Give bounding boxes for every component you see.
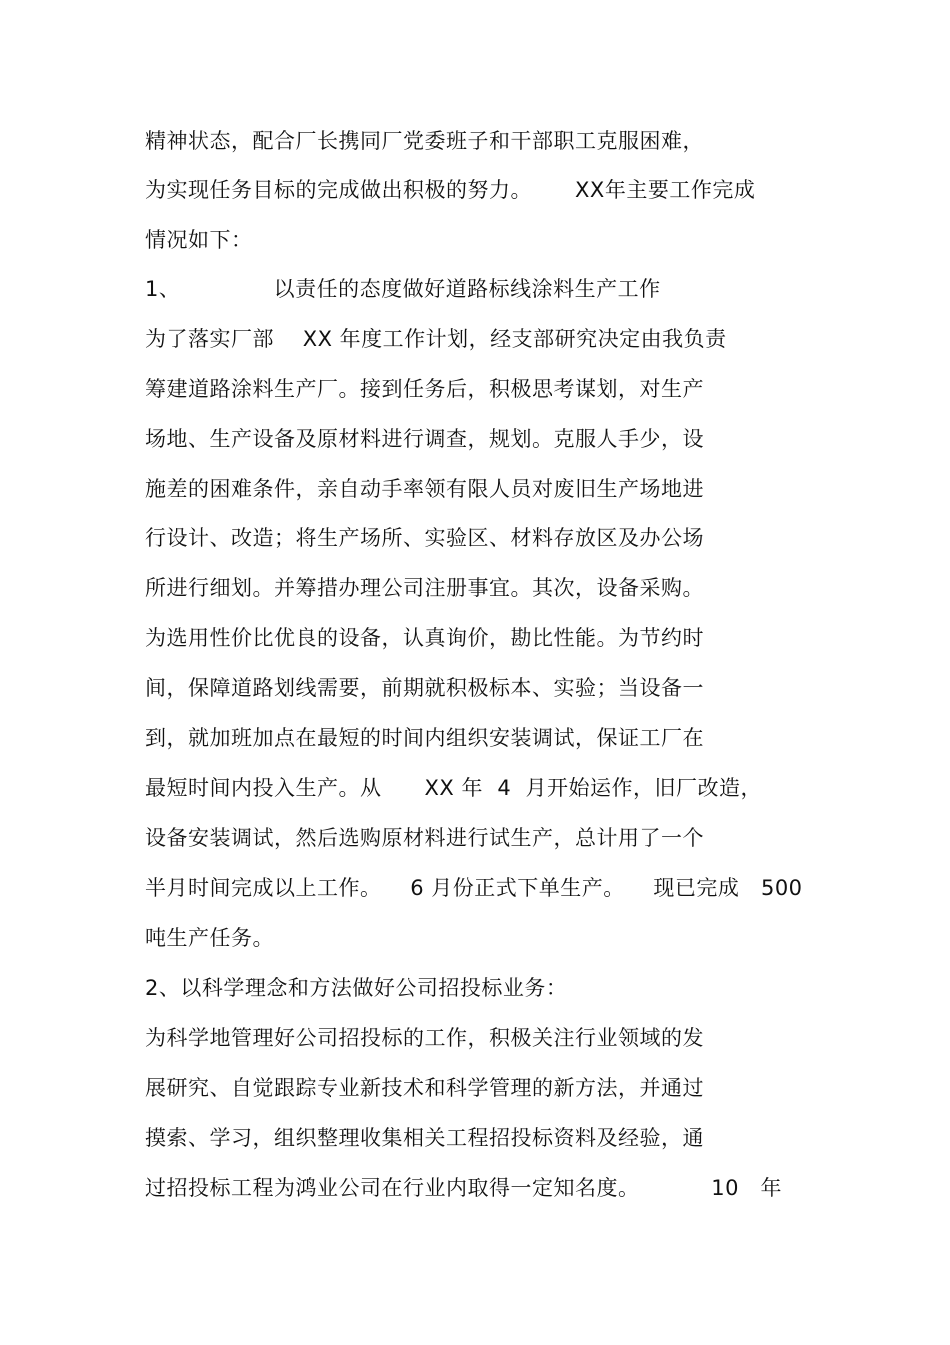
text-line: 场地、生产设备及原材料进行调查，规划。克服人手少，设 <box>145 427 704 451</box>
text-line: 间，保障道路划线需要，前期就积极标本、实验；当设备一 <box>145 676 704 700</box>
text-line: 摸索、学习，组织整理收集相关工程招投标资料及经验，通 <box>145 1126 704 1150</box>
text-line: 为了落实厂部 XX 年度工作计划，经支部研究决定由我负责 <box>145 327 727 351</box>
text-line: 设备安装调试，然后选购原材料进行试生产，总计用了一个 <box>145 826 704 850</box>
text-line: 所进行细划。并筹措办理公司注册事宜。其次，设备采购。 <box>145 576 704 600</box>
text-line: 展研究、自觉跟踪专业新技术和科学管理的新方法，并通过 <box>145 1076 704 1100</box>
section-heading: 2、以科学理念和方法做好公司招投标业务： <box>145 976 568 1000</box>
text-line: 到，就加班加点在最短的时间内组织安装调试，保证工厂在 <box>145 726 704 750</box>
text-line: 吨生产任务。 <box>145 926 274 950</box>
text-line: 过招投标工程为鸿业公司在行业内取得一定知名度。 10 年 <box>145 1176 782 1200</box>
text-line: 为实现任务目标的完成做出积极的努力。 XX年主要工作完成 <box>145 178 756 202</box>
text-line: 筹建道路涂料生产厂。接到任务后，积极思考谋划，对生产 <box>145 377 704 401</box>
text-line: 精神状态，配合厂长携同厂党委班子和干部职工克服困难， <box>145 129 704 153</box>
text-line: 为选用性价比优良的设备，认真询价，勘比性能。为节约时 <box>145 626 704 650</box>
text-line: 施差的困难条件，亲自动手率领有限人员对废旧生产场地进 <box>145 477 704 501</box>
text-line: 最短时间内投入生产。从 XX 年 4 月开始运作，旧厂改造， <box>145 776 763 800</box>
text-line: 行设计、改造；将生产场所、实验区、材料存放区及办公场 <box>145 526 704 550</box>
section-heading: 1、 以责任的态度做好道路标线涂料生产工作 <box>145 277 661 301</box>
text-line: 半月时间完成以上工作。 6 月份正式下单生产。 现已完成 500 <box>145 876 803 900</box>
text-line: 为科学地管理好公司招投标的工作，积极关注行业领域的发 <box>145 1026 704 1050</box>
text-line: 情况如下： <box>145 228 253 252</box>
